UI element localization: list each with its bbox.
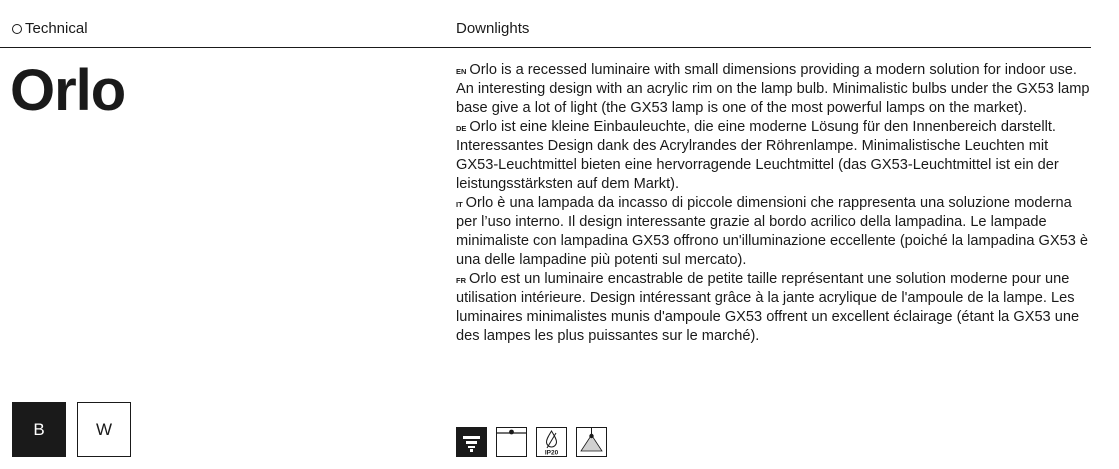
spec-icons bbox=[456, 427, 607, 457]
circle-icon bbox=[12, 24, 22, 34]
lang-code-en: EN bbox=[456, 67, 467, 76]
description-it bbox=[456, 194, 1092, 270]
ip20-label: IP20 bbox=[544, 449, 559, 457]
ip20-rating-icon bbox=[536, 427, 567, 457]
product-description bbox=[456, 61, 1092, 346]
section-label: Downlights bbox=[456, 20, 530, 37]
description-fr bbox=[456, 270, 1092, 346]
swatch-label-black: B bbox=[33, 419, 45, 439]
color-swatch-black[interactable] bbox=[12, 402, 66, 457]
lang-code-de: DE bbox=[456, 124, 467, 133]
description-de bbox=[456, 118, 1092, 194]
recessed-mount-icon bbox=[496, 427, 527, 457]
color-swatch-white[interactable] bbox=[77, 402, 131, 457]
description-text-fr: Orlo est un luminaire encastrable de petite taille représentant une solution moderne pour une utilisation intérieure. Design intéressant grâce à la jante acrylique de l'ampoule de la lampe. Les luminaires minimalistes munis d'ampoule GX53 offrent un excellent éclairage (étant la GX53 une des lampes les plus puissantes sur le marché). bbox=[456, 271, 1080, 344]
lang-code-it: IT bbox=[456, 200, 463, 209]
header-divider bbox=[0, 47, 1091, 48]
description-en bbox=[456, 61, 1092, 118]
product-title: Orlo bbox=[10, 58, 126, 123]
light-beam-icon bbox=[576, 427, 607, 457]
category-text: Technical bbox=[25, 20, 88, 37]
lang-code-fr: FR bbox=[456, 276, 466, 285]
description-text-de: Orlo ist eine kleine Einbauleuchte, die eine moderne Lösung für den Innenbereich darstellt. Interessantes Design dank des Acrylrandes der Röhrenlampe. Minimalistische Leuchten mit GX53-Leuchtmittel bieten eine hervorragende Leuchtmittel (das GX53-Leuchtmittel ist ein der leistungsstärksten auf dem Markt). bbox=[456, 119, 1059, 192]
swatch-label-white: W bbox=[95, 419, 113, 439]
gx53-lamp-icon bbox=[456, 427, 487, 457]
description-text-en: Orlo is a recessed luminaire with small dimensions providing a modern solution for indoor use. An interesting design with an acrylic rim on the lamp bulb. Minimalistic bulbs under the GX53 lamp base give a lot of light (the GX53 lamp is one of the most powerful lamps on the market). bbox=[456, 62, 1090, 116]
category-label bbox=[12, 20, 88, 37]
description-text-it: Orlo è una lampada da incasso di piccole dimensioni che rappresenta una soluzione moderna per l’uso interno. Il design interessante grazie al bordo acrilico della lampadina. Le lampade minimaliste con lampadina GX53 offrono un'illuminazione eccellente (poiché la lampadina GX53 è una delle lampadine più potenti sul mercato). bbox=[456, 195, 1089, 268]
